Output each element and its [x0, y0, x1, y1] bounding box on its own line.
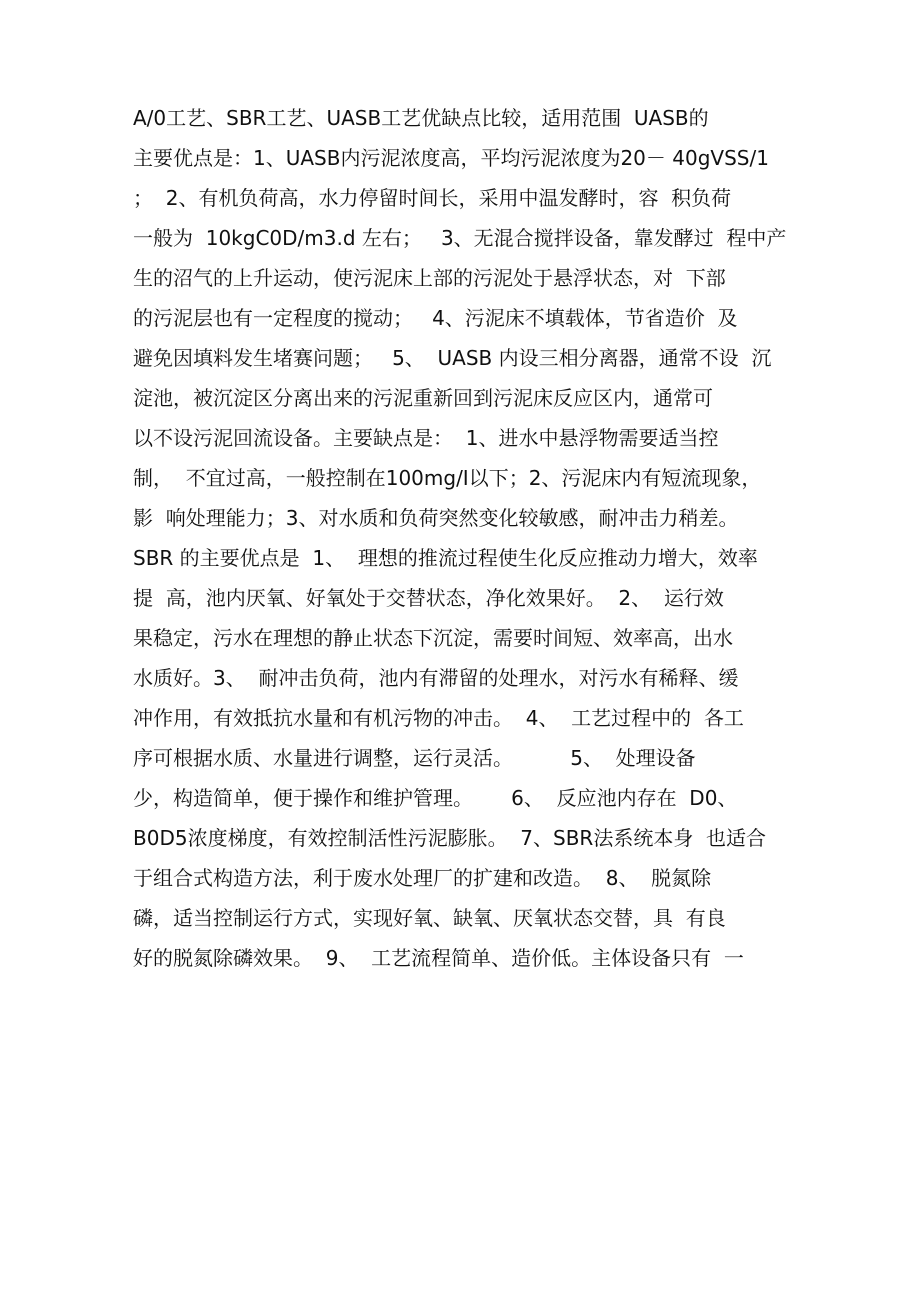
- text-line: SBR 的主要优点是 1、 理想的推流过程使生化反应推动力增大，效率: [133, 546, 758, 570]
- text-line: 主要优点是：1、UASB内污泥浓度高，平均污泥浓度为20－ 40gVSS/1: [133, 146, 769, 170]
- text-line: 影 响处理能力；3、对水质和负荷突然变化较敏感，耐冲击力稍差。: [133, 506, 739, 530]
- text-line: 一般为 10kgC0D/m3.d 左右； 3、无混合搅拌设备，靠发酵过 程中产: [133, 226, 787, 250]
- text-line: 少，构造简单，便于操作和维护管理。 6、 反应池内存在 D0、: [133, 786, 738, 810]
- text-line: 淀池，被沉淀区分离出来的污泥重新回到污泥床反应区内，通常可: [133, 386, 713, 410]
- text-line: 冲作用，有效抵抗水量和有机污物的冲击。 4、 工艺过程中的 各工: [133, 706, 744, 730]
- text-line: B0D5浓度梯度，有效控制活性污泥膨胀。 7、SBR法系统本身 也适合: [133, 826, 767, 850]
- body-text: [133, 98, 803, 978]
- text-line: 好的脱氮除磷效果。 9、 工艺流程简单、造价低。主体设备只有 一: [133, 946, 744, 970]
- text-line: 以不设污泥回流设备。主要缺点是： 1、进水中悬浮物需要适当控: [133, 426, 719, 450]
- text-line: 磷，适当控制运行方式，实现好氧、缺氧、厌氧状态交替，具 有良: [133, 906, 726, 930]
- text-line: 序可根据水质、水量进行调整，运行灵活。 5、 处理设备: [133, 746, 696, 770]
- text-line: 的污泥层也有一定程度的搅动； 4、污泥床不填载体，节省造价 及: [133, 306, 738, 330]
- text-line: 于组合式构造方法，利于废水处理厂的扩建和改造。 8、 脱氮除: [133, 866, 712, 890]
- text-line: A/0工艺、SBR工艺、UASB工艺优缺点比较，适用范围 UASB的: [133, 106, 709, 130]
- text-line: 生的沼气的上升运动，使污泥床上部的污泥处于悬浮状态，对 下部: [133, 266, 726, 290]
- text-line: 制， 不宜过高，一般控制在100mg/I以下；2、污泥床内有短流现象，: [133, 466, 762, 490]
- text-line: ； 2、有机负荷高，水力停留时间长，采用中温发酵时，容 积负荷: [133, 186, 732, 210]
- text-line: 果稳定，污水在理想的静止状态下沉淀，需要时间短、效率高，出水: [133, 626, 733, 650]
- text-line: 水质好。3、 耐冲击负荷，池内有滞留的处理水，对污水有稀释、缓: [133, 666, 739, 690]
- text-line: 避免因填料发生堵赛问题； 5、 UASB 内设三相分离器，通常不设 沉: [133, 346, 772, 370]
- text-line: 提 高，池内厌氧、好氧处于交替状态，净化效果好。 2、 运行效: [133, 586, 724, 610]
